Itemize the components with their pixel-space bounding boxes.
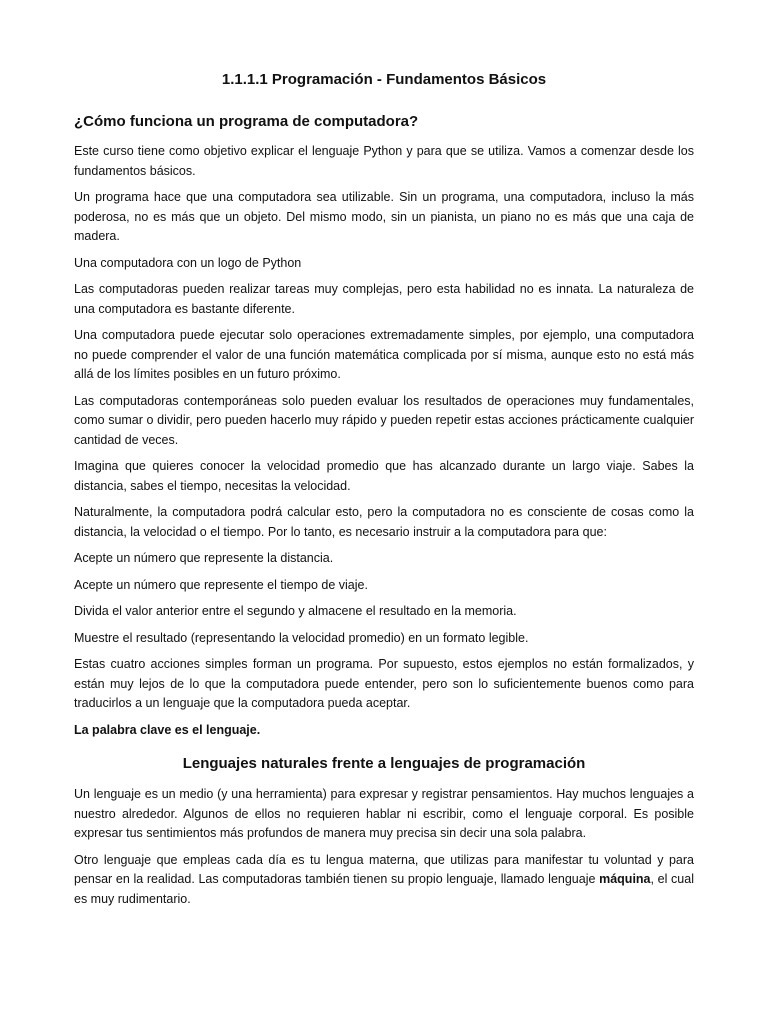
paragraph-mother-tongue-text: Otro lenguaje que empleas cada día es tu lengua materna, que utilizas para manifestar tu voluntad y para pensar en la realidad. Las computadoras también tienen su propio lenguaje, llamado lenguaje	[74, 852, 694, 886]
document-title: 1.1.1.1 Programación - Fundamentos Básicos	[221, 71, 547, 88]
paragraph-contemporary-computers: Las computadoras contemporáneas solo pueden evaluar los resultados de operaciones muy fundamentales, como sumar o dividir, pero pueden hacerlo muy rápido y pueden repetir estas acciones prácticamente cualquier cantidad de veces.	[74, 393, 694, 447]
paragraph-mother-tongue-end: , el cual es muy rudimentario.	[74, 872, 694, 906]
paragraph-complex-tasks: Las computadoras pueden realizar tareas muy complejas, pero esta habilidad no es innata. La naturaleza de una computadora es bastante diferente.	[74, 282, 694, 316]
list-item-divide-values: Divida el valor anterior entre el segundo y almacene el resultado en la memoria.	[74, 604, 517, 618]
emphasis-machine: máquina	[599, 872, 651, 886]
paragraph-simple-operations: Una computadora puede ejecutar solo operaciones extremadamente simples, por ejemplo, una computadora no puede comprender el valor de una función matemática complicada por sí misma, aunque esto no está más allá de los límites posibles en un futuro próximo.	[74, 328, 694, 381]
section-heading-how-program-works: ¿Cómo funciona un programa de computadora?	[74, 113, 419, 130]
paragraph-program-usable: Un programa hace que una computadora sea utilizable. Sin un programa, una computadora, incluso la más poderosa, no es más que un objeto. Del mismo modo, sin un pianista, un piano no es más que una caja de madera.	[74, 190, 694, 243]
list-item-accept-distance: Acepte un número que represente la distancia.	[74, 551, 334, 565]
list-item-accept-time: Acepte un número que represente el tiempo de viaje.	[74, 577, 368, 592]
paragraph-instruct-computer: Naturalmente, la computadora podrá calcular esto, pero la computadora no es consciente de cosas como la distancia, la velocidad o el tiempo. Por lo tanto, es necesario instruir a la computadora para que:	[74, 505, 694, 539]
paragraph-language-definition: Un lenguaje es un medio (y una herramienta) para expresar y registrar pensamientos. Hay muchos lenguajes a nuestro alrededor. Algunos de ellos no requieren hablar ni escribir, como el lenguaje corporal. Es posible expresar tus sentimientos más profundos de manera muy precisa sin decir una sola palabra.	[74, 787, 694, 840]
paragraph-intro: Este curso tiene como objetivo explicar el lenguaje Python y para que se utiliza. Vamos a comenzar desde los fundamentos básicos.	[74, 144, 694, 178]
list-item-show-result: Muestre el resultado (representando la velocidad promedio) en un formato legible.	[74, 630, 529, 645]
paragraph-image-caption: Una computadora con un logo de Python	[74, 255, 302, 270]
paragraph-average-speed: Imagina que quieres conocer la velocidad promedio que has alcanzado durante un largo viaje. Sabes la distancia, sabes el tiempo, necesitas la velocidad.	[74, 459, 694, 493]
section-heading-natural-vs-programming: Lenguajes naturales frente a lenguajes de programación	[182, 755, 586, 772]
paragraph-mother-tongue	[74, 851, 694, 910]
key-statement: La palabra clave es el lenguaje.	[74, 722, 261, 737]
paragraph-four-actions: Estas cuatro acciones simples forman un programa. Por supuesto, estos ejemplos no están formalizados, y están muy lejos de lo que la computadora puede entender, pero son lo suficientemente buenos como para traducirlos a un lenguaje que la computadora pueda aceptar.	[74, 657, 694, 710]
